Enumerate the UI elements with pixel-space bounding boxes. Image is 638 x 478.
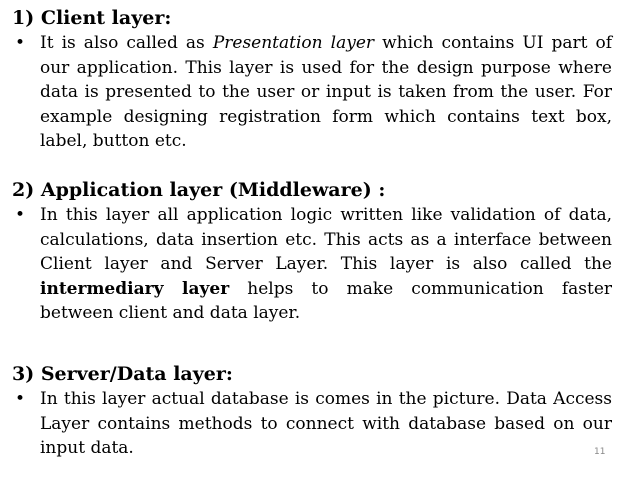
bullet-icon: • [15, 389, 26, 409]
page-number: 11 [594, 447, 606, 457]
bullet-text-end: which contains UI part of our application. This layer is used for the design purpose where data is presented to the user or input is taken from the user. For example designing registration form which contains text box, label, button etc. [40, 33, 613, 151]
bullet-item [12, 31, 612, 154]
bullet-text: In this layer actual database is comes in the picture. Data Access Layer contains methods to connect with database based on our input data. [40, 389, 612, 458]
bullet-text-end: helps to make communication faster between client and data layer. [40, 278, 613, 323]
bullet-item [12, 203, 612, 326]
bullet-text-start: In this layer all application logic written like validation of data, calculations, data insertion etc. This acts as a interface between Client layer and Server Layer. This layer is also called the [40, 205, 612, 274]
section-client-layer [12, 6, 612, 154]
emphasis-term: Presentation layer [212, 33, 375, 53]
section-heading: 2) Application layer (Middleware) : [12, 179, 386, 201]
bullet-icon: • [15, 33, 26, 53]
section-heading: 1) Client layer: [12, 7, 172, 29]
section-heading: 3) Server/Data layer: [12, 363, 233, 385]
section-application-layer [12, 178, 612, 326]
bullet-icon: • [15, 205, 26, 225]
section-server-data-layer [12, 362, 612, 461]
strong-term: intermediary layer [40, 278, 230, 299]
bullet-text-start: It is also called as [40, 33, 213, 53]
bullet-item [12, 387, 612, 461]
